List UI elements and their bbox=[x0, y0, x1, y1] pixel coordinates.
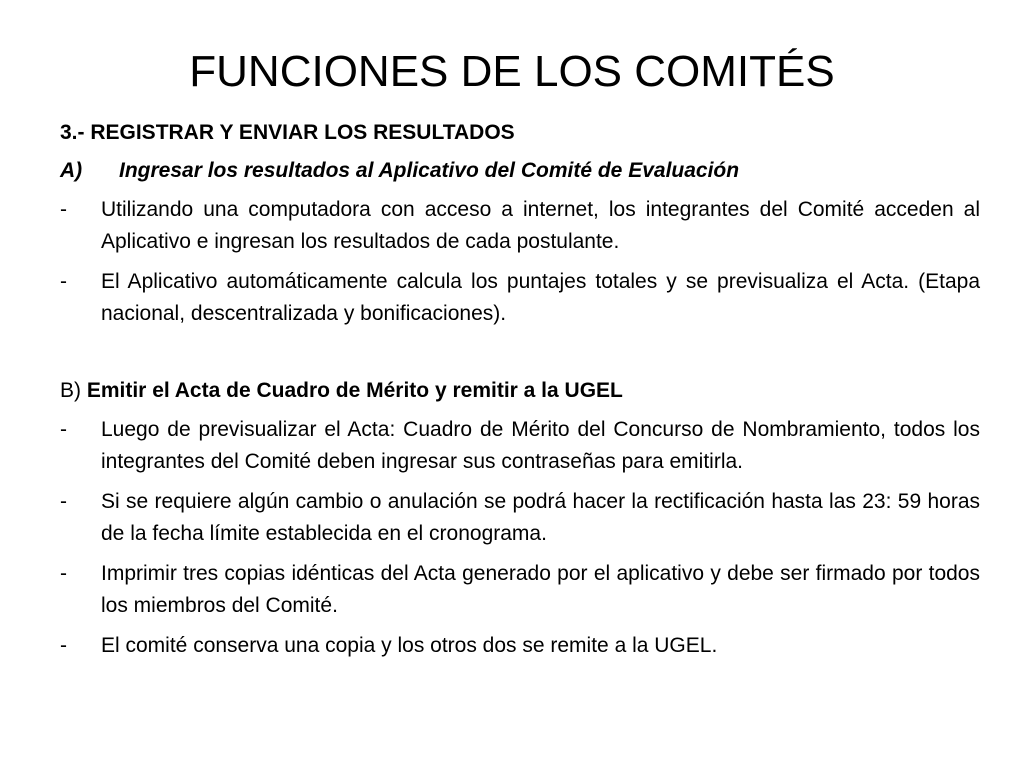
bullet-text: Luego de previsualizar el Acta: Cuadro de Mérito del Concurso de Nombramiento, todos los integrantes del Comité deben ingresar sus contraseñas para emitirla. bbox=[101, 418, 980, 473]
bullet-dash: - bbox=[60, 418, 67, 441]
bullet-text: Si se requiere algún cambio o anulación se podrá hacer la rectificación hasta las 23: 59 horas de la fecha límite establecida en el cronograma. bbox=[101, 490, 980, 545]
bullet-item bbox=[60, 630, 980, 662]
subsection-b-label: B) bbox=[60, 379, 81, 402]
bullet-dash: - bbox=[60, 198, 67, 221]
bullet-text: Imprimir tres copias idénticas del Acta generado por el aplicativo y debe ser firmado por todos los miembros del Comité. bbox=[101, 562, 980, 617]
subsection-a-title: Ingresar los resultados al Aplicativo del Comité de Evaluación bbox=[119, 159, 740, 182]
bullet-dash: - bbox=[60, 634, 67, 657]
bullet-dash: - bbox=[60, 490, 67, 513]
bullet-text: El comité conserva una copia y los otros dos se remite a la UGEL. bbox=[101, 634, 718, 657]
bullet-item bbox=[60, 486, 980, 550]
bullet-item bbox=[60, 194, 980, 258]
bullet-item bbox=[60, 558, 980, 622]
slide-content bbox=[60, 118, 980, 670]
subsection-b-title: Emitir el Acta de Cuadro de Mérito y remitir a la UGEL bbox=[86, 379, 623, 402]
bullet-dash: - bbox=[60, 562, 67, 585]
slide-title: FUNCIONES DE LOS COMITÉS bbox=[189, 47, 835, 96]
subsection-b-heading bbox=[60, 376, 980, 406]
bullet-dash: - bbox=[60, 270, 67, 293]
bullet-item bbox=[60, 266, 980, 330]
subsection-a-heading bbox=[60, 156, 980, 186]
section-heading: 3.- REGISTRAR Y ENVIAR LOS RESULTADOS bbox=[60, 121, 515, 144]
subsection-a-label: A) bbox=[60, 159, 83, 182]
bullet-item bbox=[60, 414, 980, 478]
bullet-text: El Aplicativo automáticamente calcula los puntajes totales y se previsualiza el Acta. (Etapa nacional, descentralizada y bonificaciones). bbox=[101, 270, 980, 325]
bullet-text: Utilizando una computadora con acceso a internet, los integrantes del Comité acceden al Aplicativo e ingresan los resultados de cada postulante. bbox=[101, 198, 980, 253]
